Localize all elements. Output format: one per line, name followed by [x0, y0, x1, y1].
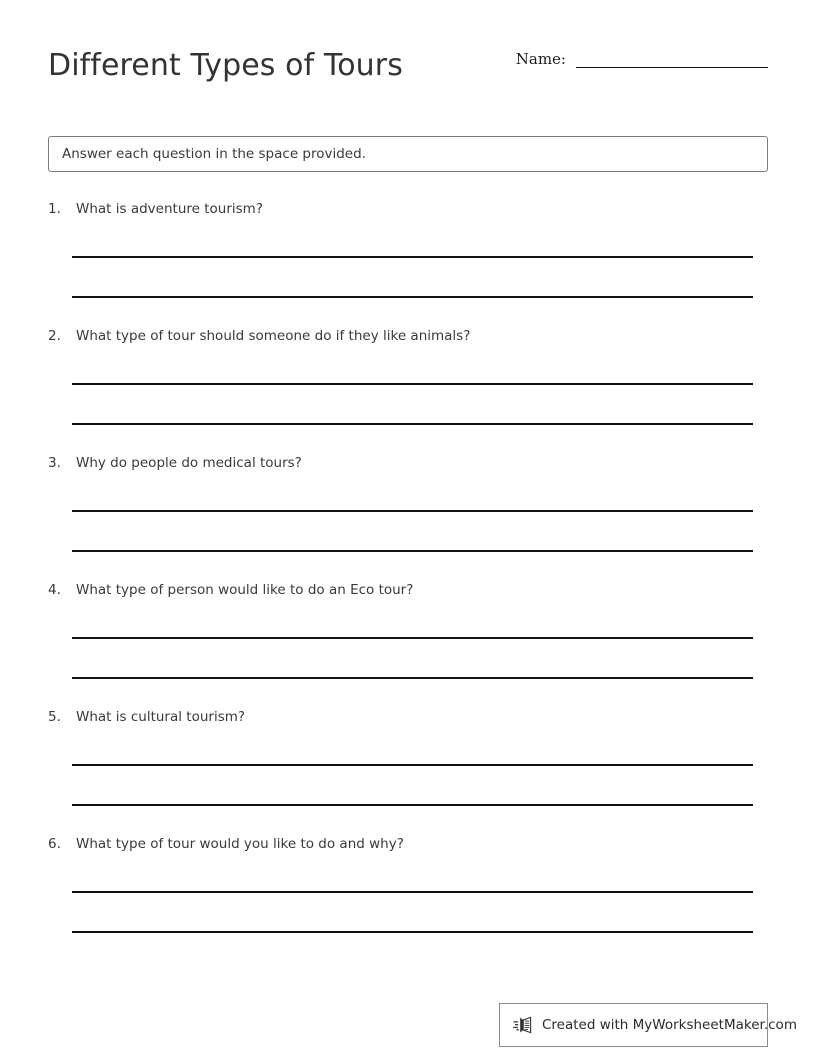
- answer-line[interactable]: [72, 256, 753, 258]
- question-number: 4.: [48, 582, 61, 598]
- question-number: 3.: [48, 455, 61, 471]
- answer-lines: [72, 637, 753, 679]
- question-item: [48, 835, 768, 962]
- answer-lines: [72, 383, 753, 425]
- answer-line[interactable]: [72, 931, 753, 933]
- answer-line[interactable]: [72, 383, 753, 385]
- question-number: 2.: [48, 328, 61, 344]
- answer-lines: [72, 891, 753, 933]
- answer-line[interactable]: [72, 423, 753, 425]
- answer-lines: [72, 764, 753, 806]
- question-item: [48, 708, 768, 835]
- answer-lines: [72, 510, 753, 552]
- instruction-box: [48, 136, 768, 172]
- question-item: [48, 327, 768, 454]
- question-text: Why do people do medical tours?: [76, 455, 302, 471]
- footer-attribution-text: Created with MyWorksheetMaker.com: [542, 1017, 797, 1033]
- name-input-rule[interactable]: [576, 67, 768, 68]
- answer-line[interactable]: [72, 677, 753, 679]
- answer-line[interactable]: [72, 804, 753, 806]
- answer-lines: [72, 256, 753, 298]
- name-label: Name:: [515, 50, 566, 68]
- answer-line[interactable]: [72, 510, 753, 512]
- footer-attribution-badge[interactable]: [499, 1003, 797, 1047]
- instruction-text: Answer each question in the space provided.: [62, 146, 366, 162]
- page-title: Different Types of Tours: [48, 48, 403, 83]
- question-item: [48, 581, 768, 708]
- name-field-group: [516, 52, 768, 70]
- question-item: [48, 200, 768, 327]
- question-text: What type of person would like to do an Eco tour?: [76, 582, 414, 598]
- question-number: 6.: [48, 836, 61, 852]
- answer-line[interactable]: [72, 637, 753, 639]
- worksheet-maker-logo-icon: [513, 1014, 535, 1036]
- question-number: 5.: [48, 709, 61, 725]
- answer-line[interactable]: [72, 891, 753, 893]
- answer-line[interactable]: [72, 764, 753, 766]
- question-number: 1.: [48, 201, 61, 217]
- question-item: [48, 454, 768, 581]
- question-text: What type of tour should someone do if they like animals?: [76, 328, 471, 344]
- answer-line[interactable]: [72, 296, 753, 298]
- question-text: What is adventure tourism?: [76, 201, 263, 217]
- question-text: What type of tour would you like to do and why?: [76, 836, 404, 852]
- question-list: [48, 200, 768, 962]
- question-text: What is cultural tourism?: [76, 709, 246, 725]
- worksheet-header: [48, 42, 768, 98]
- answer-line[interactable]: [72, 550, 753, 552]
